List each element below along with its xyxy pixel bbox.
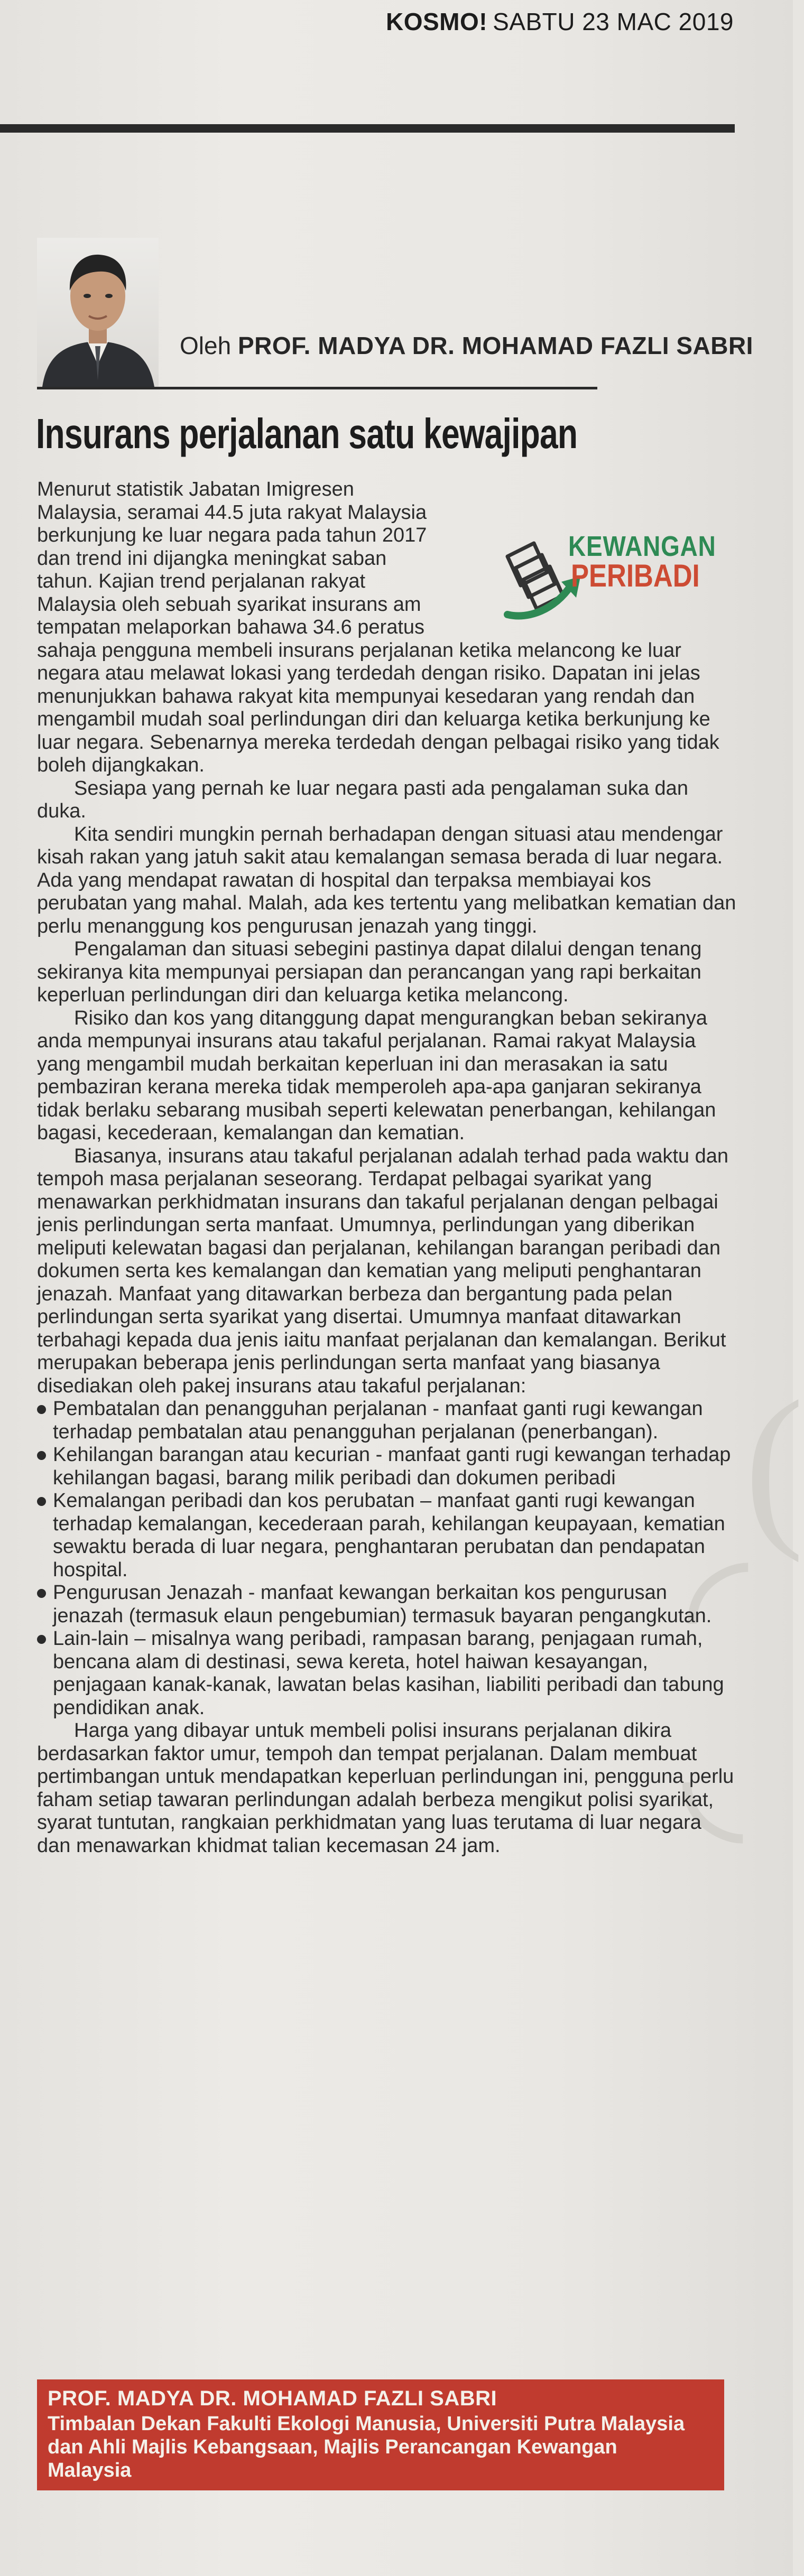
bleed-through-shape: (: [744, 1364, 804, 1563]
logo-text-kewangan: KEWANGAN: [568, 531, 716, 562]
bleed-through-shape: ◜: [687, 1524, 749, 1699]
byline-prefix: Oleh: [180, 332, 232, 359]
closing-paragraph: Harga yang dibayar untuk membeli polisi insurans perjalanan dikira berdasarkan faktor umur, tempoh dan tempat perjalanan. Dalam membuat pertimbangan untuk mendapatkan keperluan perlindungan ini, pengguna perlu faham setiap tawaran perlindungan adalah berbeza mengikut polisi syarikat, syarat tuntutan, rangkaian perkhidmatan yang luas terutama di luar negara dan menawarkan khidmat talian kecemasan 24 jam.: [37, 1719, 734, 1857]
byline: [180, 331, 753, 360]
paragraph-2: Sesiapa yang pernah ke luar negara pasti ada pengalaman suka dan duka.: [37, 777, 688, 822]
publication-name: KOSMO!: [385, 8, 488, 35]
article-title: Insurans perjalanan satu kewajipan: [36, 410, 578, 457]
list-item: Pengurusan Jenazah - manfaat kewangan berkaitan kos pengurusan jenazah (termasuk elaun pengebumian) termasuk bayaran pengangkutan.: [37, 1582, 740, 1628]
kewangan-peribadi-logo: [444, 498, 740, 630]
footer-author-description: Timbalan Dekan Fakulti Ekologi Manusia, Universiti Putra Malaysia dan Ahli Majlis Kebangsaan, Majlis Perancangan Kewangan Malaysia: [48, 2413, 685, 2481]
list-item: Pembatalan dan penangguhan perjalanan - manfaat ganti rugi kewangan terhadap pembatalan atau penangguhan perjalanan (penerbangan).: [37, 1398, 740, 1444]
author-info-box: [37, 2379, 724, 2490]
list-item: Lain-lain – misalnya wang peribadi, rampasan barang, penjagaan rumah, bencana alam di destinasi, sewa kereta, hotel haiwan kesayangan, penjagaan kanak-kanak, lawatan belas kasihan, liabiliti peribadi dan tabung pendidikan anak.: [37, 1628, 740, 1719]
author-block: [37, 238, 753, 387]
author-photo-avatar: [37, 238, 159, 387]
bleed-through-shape: ◟: [682, 1682, 744, 1858]
list-item: Kehilangan barangan atau kecurian - manfaat ganti rugi kewangan terhadap kehilangan bagasi, barang milik peribadi dan dokumen peribadi: [37, 1444, 740, 1490]
benefits-list: [37, 1398, 740, 1719]
byline-divider: [37, 387, 597, 389]
list-item: Kemalangan peribadi dan kos perubatan – manfaat ganti rugi kewangan terhadap kemalangan, kecederaan parah, kehilangan keupayaan, kematian sewaktu berada di luar negara, penghantaran perubatan dan pendapatan hospital.: [37, 1490, 740, 1582]
paragraph-6: Biasanya, insurans atau takaful perjalanan adalah terhad pada waktu dan tempoh masa perjalanan seseorang. Terdapat pelbagai syarikat yang menawarkan perkhidmatan insurans dan takaful perjalanan dengan pelbagai jenis perlindungan serta manfaat. Umumnya, perlindungan yang diberikan meliputi kelewatan bagasi dan perjalanan, kehilangan barangan peribadi dan dokumen serta kes kemalangan dan kematian yang meliputi penghantaran jenazah. Manfaat yang ditawarkan berbeza dan bergantung pada pelan perlindungan serta syarikat yang disertai. Umumnya manfaat ditawarkan terbahagi kepada dua jenis iaitu manfaat perjalanan dan kemalangan. Berikut merupakan beberapa jenis perlindungan serta manfaat yang biasanya disediakan oleh pakej insurans atau takaful perjalanan:: [37, 1145, 728, 1397]
publication-date: SABTU 23 MAC 2019: [493, 8, 734, 35]
paragraph-4: Pengalaman dan situasi sebegini pastinya dapat dilalui dengan tenang sekiranya kita mempunyai persiapan dan perancangan yang rapi berkaitan keperluan perlindungan diri dan keluarga ketika melancong.: [37, 938, 702, 1006]
page-header: [386, 7, 734, 36]
footer-author-name: PROF. MADYA DR. MOHAMAD FAZLI SABRI: [48, 2387, 497, 2410]
paragraph-1: Menurut statistik Jabatan Imigresen Malaysia, seramai 44.5 juta rakyat Malaysia berkunjung ke luar negara pada tahun 2017 dan trend ini dijangka meningkat saban tahun. Kajian trend perjalanan rakyat Malaysia oleh sebuah syarikat insurans am tempatan melaporkan bahawa 34.6 peratus sahaja pengguna membeli insurans perjalanan ketika melancong ke luar negara atau melawat lokasi yang terdedah dengan risiko. Dapatan ini jelas menunjukkan bahawa rakyat kita mempunyai kesedaran yang rendah dan mengambil mudah soal perlindungan diri dan keluarga ketika berkunjung ke luar negara. Sebenarnya mereka terdedah dengan pelbagai risiko yang tidak boleh dijangkakan.: [37, 478, 719, 776]
paragraph-5: Risiko dan kos yang ditanggung dapat mengurangkan beban sekiranya anda mempunyai insurans atau takaful perjalanan. Ramai rakyat Malaysia yang mengambil mudah berkaitan keperluan ini dan merasakan ia satu pembaziran kerana mereka tidak memperoleh apa-apa ganjaran sekiranya tidak berlaku sebarang musibah seperti kelewatan penerbangan, kehilangan bagasi, kecederaan, kemalangan dan kematian.: [37, 1007, 716, 1144]
top-divider: [0, 124, 735, 133]
logo-text-peribadi: PERIBADI: [571, 558, 700, 593]
author-name: PROF. MADYA DR. MOHAMAD FAZLI SABRI: [237, 332, 753, 359]
paragraph-3: Kita sendiri mungkin pernah berhadapan dengan situasi atau mendengar kisah rakan yang jatuh sakit atau kemalangan semasa berada di luar negara. Ada yang mendapat rawatan di hospital dan terpaksa membiayai kos perubatan yang mahal. Malah, ada kes tertentu yang melibatkan kematian dan perlu menanggung kos pengurusan jenazah yang tinggi.: [37, 823, 736, 937]
article-body: [37, 478, 740, 1857]
